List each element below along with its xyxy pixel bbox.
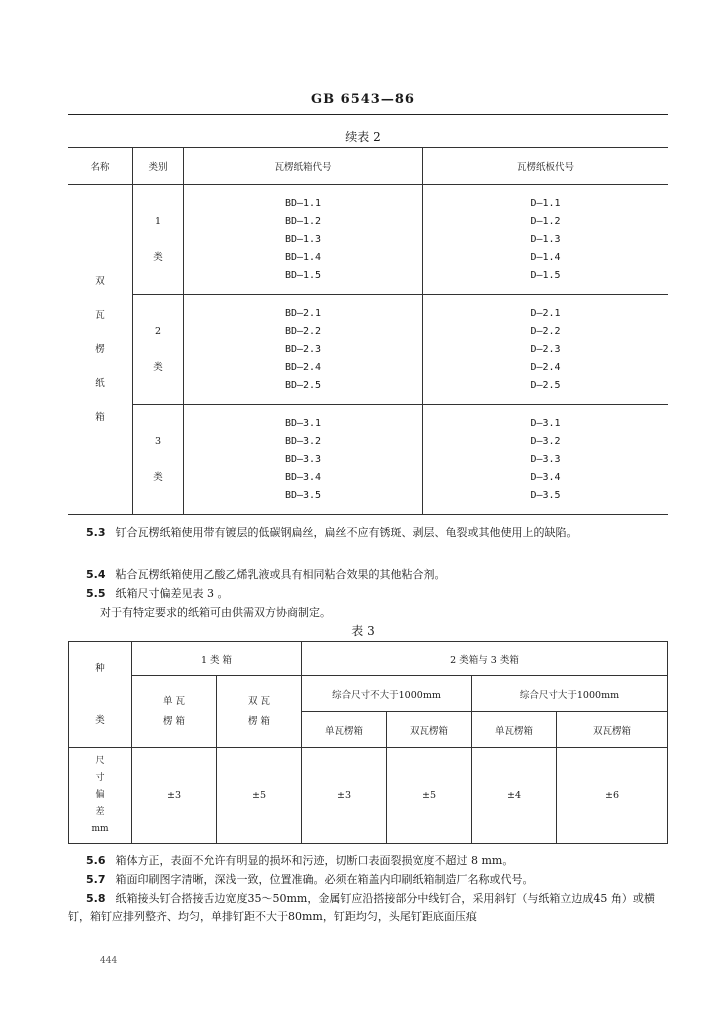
t2-class-1: 1 类 [133, 185, 184, 295]
t3-value: ±3 [302, 748, 387, 844]
t2-header-category: 类别 [133, 148, 184, 185]
t3-single-header: 单 瓦 楞 箱 [132, 676, 217, 748]
t3-type-cell: 种 类 [69, 642, 132, 748]
paragraph-5-7: 5.7 箱面印刷图字清晰，深浅一致，位置准确。必须在箱盖内印刷纸箱制造厂名称或代号。 [86, 873, 534, 886]
t3-value: ±5 [217, 748, 302, 844]
table3 [68, 641, 668, 844]
t3-value: ±4 [472, 748, 557, 844]
t2-header-box-code: 瓦楞纸箱代号 [184, 148, 423, 185]
t3-value: ±3 [132, 748, 217, 844]
t2-class-2: 2 类 [133, 295, 184, 405]
t3-gt-double: 双瓦楞箱 [557, 712, 668, 748]
t3-gt-single: 单瓦楞箱 [472, 712, 557, 748]
page-number: 444 [100, 956, 118, 966]
table2 [68, 147, 668, 515]
t3-sub-le-header: 综合尺寸不大于1000mm [302, 676, 472, 712]
t3-group2-header: 2 类箱与 3 类箱 [302, 642, 668, 676]
t2-box-codes-2: BD—2.1 BD—2.2 BD—2.3 BD—2.4 BD—2.5 [184, 295, 423, 405]
t2-class-3: 3 类 [133, 405, 184, 515]
paragraph-5-4: 5.4 粘合瓦楞纸箱使用乙酸乙烯乳液或具有相同粘合效果的其他粘合剂。 [86, 568, 446, 581]
t3-double-header: 双 瓦 楞 箱 [217, 676, 302, 748]
t3-le-single: 单瓦楞箱 [302, 712, 387, 748]
t3-sub-gt-header: 综合尺寸大于1000mm [472, 676, 668, 712]
t2-board-codes-1: D—1.1 D—1.2 D—1.3 D—1.4 D—1.5 [423, 185, 669, 295]
t3-value: ±5 [387, 748, 472, 844]
t2-board-codes-2: D—2.1 D—2.2 D—2.3 D—2.4 D—2.5 [423, 295, 669, 405]
paragraph-5-8: 5.8 纸箱接头钉合搭接舌边宽度35～50mm，金属钉应沿搭接部分中线钉合，采用斜钉（与纸箱立边成45 角）或横钉，箱钉应排列整齐、均匀，单排钉距不大于80mm，钉距均匀，头尾钉距底面压痕 [68, 892, 655, 923]
t3-value: ±6 [557, 748, 668, 844]
t3-row-label: 尺 寸 偏 差 mm [69, 748, 132, 844]
standard-header: GB 6543—86 [311, 92, 415, 107]
paragraph-5-6: 5.6 箱体方正，表面不允许有明显的损坏和污迹，切断口表面裂损宽度不超过 8 mm。 [86, 854, 514, 867]
header-rule [68, 114, 668, 115]
paragraph-5-3: 5.3 钉合瓦楞纸箱使用带有镀层的低碳钢扁丝，扁丝不应有锈斑、剥层、龟裂或其他使用上的缺陷。 [86, 526, 578, 539]
table2-caption: 续表 2 [345, 130, 381, 144]
paragraph-5-5: 5.5 纸箱尺寸偏差见表 3 。 [86, 587, 229, 600]
t2-header-board-code: 瓦楞纸板代号 [423, 148, 669, 185]
t3-le-double: 双瓦楞箱 [387, 712, 472, 748]
t2-name-cell: 双 瓦 楞 纸 箱 [68, 185, 133, 515]
t2-header-name: 名称 [68, 148, 133, 185]
t2-box-codes-1: BD—1.1 BD—1.2 BD—1.3 BD—1.4 BD—1.5 [184, 185, 423, 295]
t2-board-codes-3: D—3.1 D—3.2 D—3.3 D—3.4 D—3.5 [423, 405, 669, 515]
paragraph-special: 对于有特定要求的纸箱可由供需双方协商制定。 [100, 606, 331, 619]
t3-group1-header: 1 类 箱 [132, 642, 302, 676]
t2-box-codes-3: BD—3.1 BD—3.2 BD—3.3 BD—3.4 BD—3.5 [184, 405, 423, 515]
table3-caption: 表 3 [351, 624, 375, 638]
